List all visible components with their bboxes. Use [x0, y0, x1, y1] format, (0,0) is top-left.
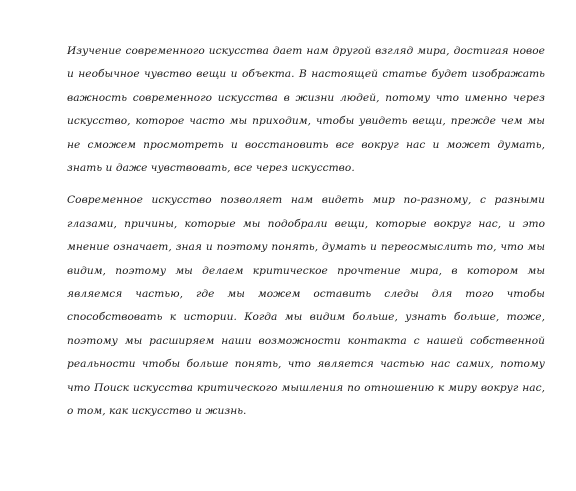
document-body: [67, 40, 545, 424]
paragraph-2: Современное искусство позволяет нам видеть мир по-разному, с разными глазами, причины, которые мы подобрали вещи, которые вокруг нас, и это мнение означает, зная и поэтому понять, думать и переосмыслить то, что мы видим, поэтому мы делаем критическое прочтение мира, в котором мы являемся частью, где мы можем оставить следы для того чтобы способствовать к истории. Когда мы видим больше, узнать больше, тоже, поэтому мы расширяем наши возможности контакта с нашей собственной реальности чтобы больше понять, что является частью нас самих, потому что Поиск искусства критического мышления по отношению к миру вокруг нас, о том, как искусство и жизнь.: [67, 194, 545, 418]
paragraph-1: Изучение современного искусства дает нам другой взгляд мира, достигая новое и необычное чувство вещи и объекта. В настоящей статье будет изображать важность современного искусства в жизни людей, потому что именно через искусство, которое часто мы приходим, чтобы увидеть вещи, прежде чем мы не сможем просмотреть и восстановить все вокруг нас и может думать, знать и даже чувствовать, все через искусство.: [67, 45, 545, 175]
